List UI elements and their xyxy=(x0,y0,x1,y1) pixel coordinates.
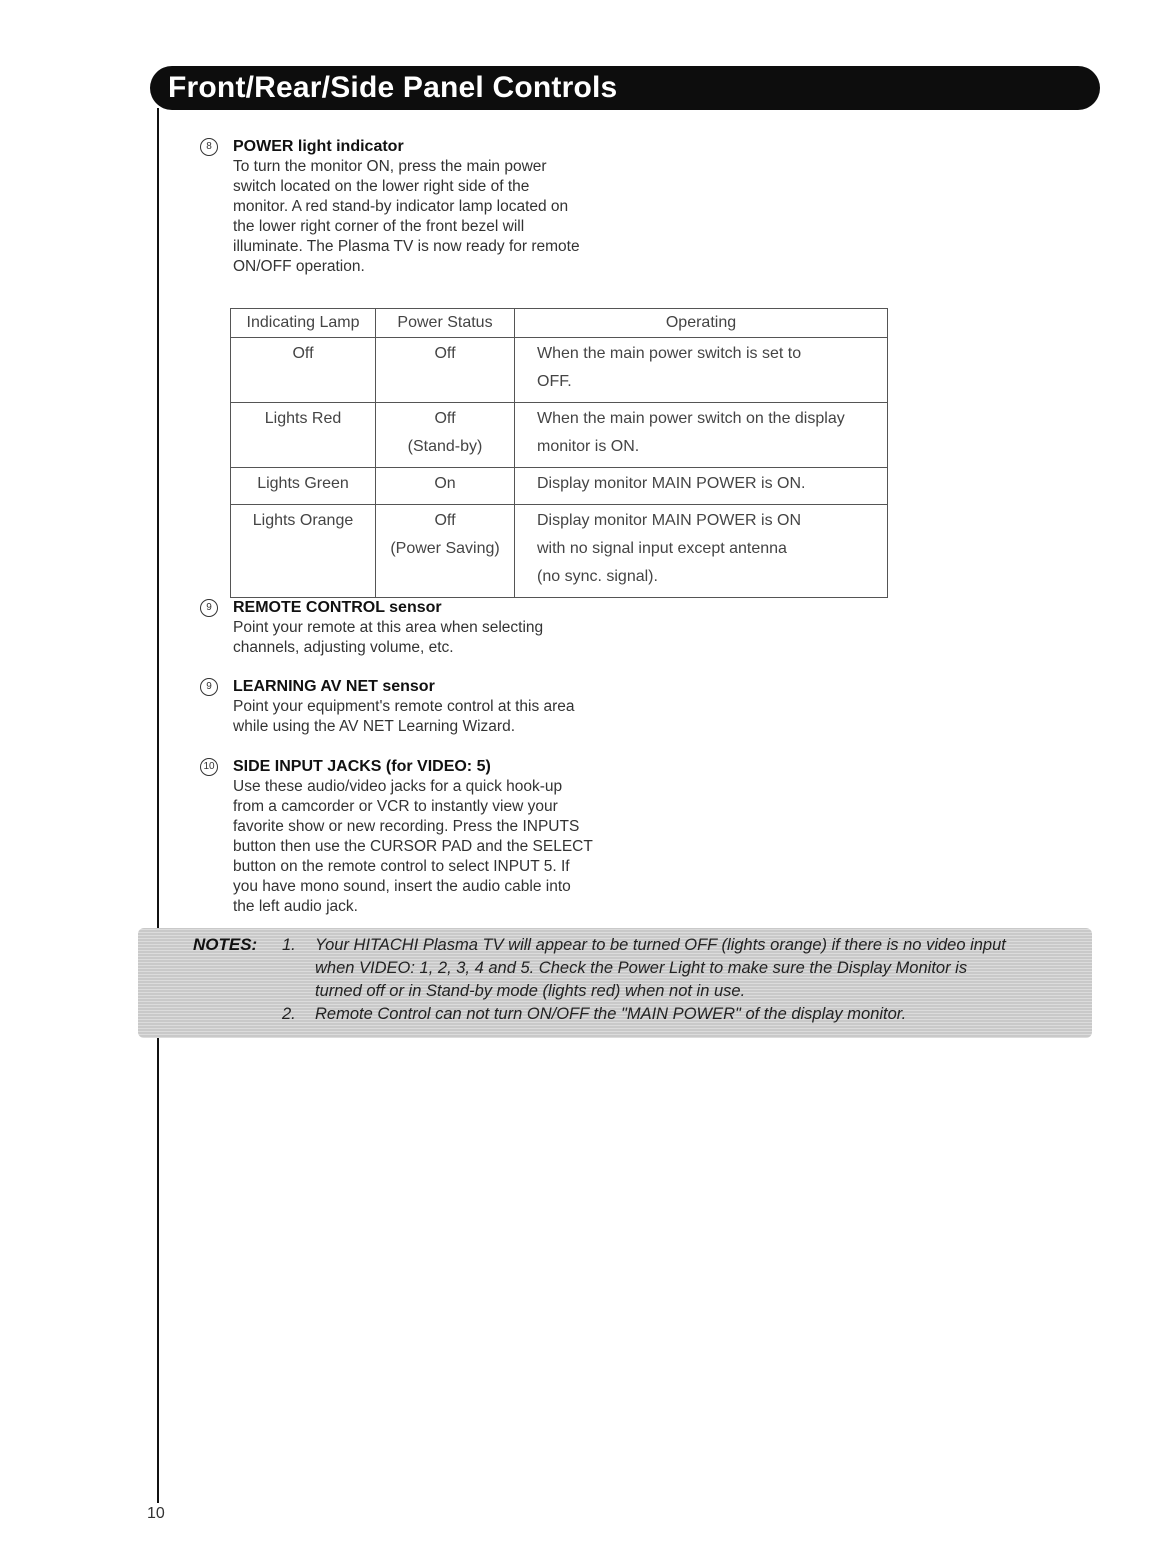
cell-operating: Display monitor MAIN POWER is ON with no signal input except antenna (no sync. signal). xyxy=(515,505,888,598)
note-number: 2. xyxy=(282,1005,296,1023)
header-operating: Operating xyxy=(515,309,888,338)
notes-label: NOTES: xyxy=(193,935,258,954)
cell-operating: When the main power switch on the display monitor is ON. xyxy=(515,403,888,468)
header-indicating-lamp: Indicating Lamp xyxy=(231,309,376,338)
table-row xyxy=(231,505,888,598)
cell-lamp: Off xyxy=(231,338,376,403)
left-margin-rule xyxy=(157,108,159,1503)
table-header-row xyxy=(231,309,888,338)
note-number: 1. xyxy=(282,936,296,954)
circled-number-marker: 10 xyxy=(200,758,218,776)
header-power-status: Power Status xyxy=(376,309,515,338)
note-text: Your HITACHI Plasma TV will appear to be turned OFF (lights orange) if there is no video input when VIDEO: 1, 2, 3, 4 and 5. Check the Power Light to make sure the Display Monitor is turned off or in Stand-by mode (lights red) when not in use. xyxy=(315,936,1006,1000)
power-status-table xyxy=(230,308,888,598)
cell-status: Off (Power Saving) xyxy=(376,505,515,598)
circled-number-marker: 9 xyxy=(200,678,218,696)
section-title: LEARNING AV NET sensor xyxy=(233,678,435,695)
table-row xyxy=(231,338,888,403)
cell-lamp: Lights Red xyxy=(231,403,376,468)
cell-status: Off (Stand-by) xyxy=(376,403,515,468)
section-remote-sensor xyxy=(200,598,660,658)
section-title: REMOTE CONTROL sensor xyxy=(233,599,442,616)
section-body: Use these audio/video jacks for a quick hook-up from a camcorder or VCR to instantly view your favorite show or new recording. Press the INPUTS button then use the CURSOR PAD and the SELECT button on the remote control to select INPUT 5. If you have mono sound, insert the audio cable into the left audio jack. xyxy=(233,778,593,915)
cell-lamp: Lights Green xyxy=(231,468,376,505)
circled-number-marker: 9 xyxy=(200,599,218,617)
cell-status: On xyxy=(376,468,515,505)
section-body: Point your remote at this area when selecting channels, adjusting volume, etc. xyxy=(233,619,544,656)
note-text: Remote Control can not turn ON/OFF the "MAIN POWER" of the display monitor. xyxy=(315,1005,907,1023)
section-title: POWER light indicator xyxy=(233,138,404,155)
section-title: SIDE INPUT JACKS (for VIDEO: 5) xyxy=(233,758,491,775)
page-title: Front/Rear/Side Panel Controls xyxy=(168,71,618,104)
cell-operating: When the main power switch is set to OFF. xyxy=(515,338,888,403)
circled-number-marker: 8 xyxy=(200,138,218,156)
cell-operating: Display monitor MAIN POWER is ON. xyxy=(515,468,888,505)
page-number: 10 xyxy=(147,1505,165,1522)
cell-lamp: Lights Orange xyxy=(231,505,376,598)
section-body: Point your equipment's remote control at this area while using the AV NET Learning Wizard. xyxy=(233,698,575,735)
section-learning-sensor xyxy=(200,677,660,737)
table-row xyxy=(231,403,888,468)
section-power-light xyxy=(200,137,660,277)
section-side-input-jacks xyxy=(200,757,660,917)
table-row xyxy=(231,468,888,505)
cell-status: Off xyxy=(376,338,515,403)
section-body: To turn the monitor ON, press the main power switch located on the lower right side of the monitor. A red stand-by indicator lamp located on the lower right corner of the front bezel will illuminate. The Plasma TV is now ready for remote ON/OFF operation. xyxy=(233,158,580,275)
